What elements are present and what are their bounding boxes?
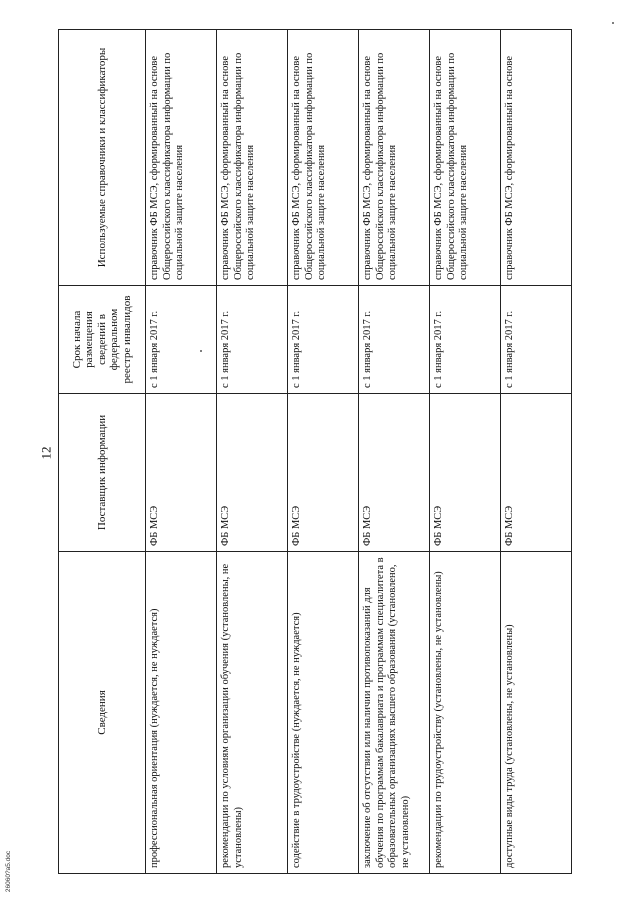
cell-start-date: с 1 января 2017 г. — [217, 286, 288, 394]
cell-start-date: с 1 января 2017 г. — [430, 286, 501, 394]
document-code: 26060?a5.doc — [5, 850, 13, 893]
cell-start-date: с 1 января 2017 г. — [501, 286, 572, 394]
cell-info: рекомендации по условиям организации обучения (установлены, не установлены) — [217, 552, 288, 874]
cell-provider: ФБ МСЭ — [359, 394, 430, 552]
page-number: 12 — [38, 446, 54, 460]
header-references: Используемые справочники и классификаторы — [59, 30, 146, 286]
cell-references: справочник ФБ МСЭ, сформированный на основе Общероссийского классификатора информации по социальной защите населения — [430, 30, 501, 286]
registry-table — [58, 29, 572, 874]
rotated-page — [58, 30, 598, 874]
cell-start-date: с 1 января 2017 г. — [288, 286, 359, 394]
cell-references: справочник ФБ МСЭ, сформированный на основе Общероссийского классификатора информации по социальной защите населения — [217, 30, 288, 286]
header-info: Сведения — [59, 552, 146, 874]
cell-provider: ФБ МСЭ — [217, 394, 288, 552]
cell-provider: ФБ МСЭ — [430, 394, 501, 552]
cell-info: доступные виды труда (установлены, не установлены) — [501, 552, 572, 874]
table-row — [501, 30, 572, 874]
cell-provider: ФБ МСЭ — [146, 394, 217, 552]
header-start-date: Срок начала размещения сведений в федеральном реестре инвалидов — [59, 286, 146, 394]
cell-references: справочник ФБ МСЭ, сформированный на основе Общероссийского классификатора информации по социальной защите населения — [146, 30, 217, 286]
header-provider: Поставщик информации — [59, 394, 146, 552]
cell-provider: ФБ МСЭ — [501, 394, 572, 552]
cell-info: заключение об отсутствии или наличии противопоказаний для обучения по программам бакалавриата и программам специалитета в образовательных организациях высшего образования (установлено, не установлено) — [359, 552, 430, 874]
table-row — [359, 30, 430, 874]
cell-info: содействие в трудоустройстве (нуждается, не нуждается) — [288, 552, 359, 874]
table-row — [217, 30, 288, 874]
cell-provider: ФБ МСЭ — [288, 394, 359, 552]
table-row — [430, 30, 501, 874]
cell-references: справочник ФБ МСЭ, сформированный на основе Общероссийского классификатора информации по социальной защите населения — [359, 30, 430, 286]
scan-speck — [612, 22, 614, 24]
cell-info: рекомендации по трудоустройству (установлены, не установлены) — [430, 552, 501, 874]
table-row — [288, 30, 359, 874]
cell-references: справочник ФБ МСЭ, сформированный на основе Общероссийского классификатора информации по социальной защите населения — [288, 30, 359, 286]
cell-start-date: с 1 января 2017 г. — [359, 286, 430, 394]
cell-references: справочник ФБ МСЭ, сформированный на основе — [501, 30, 572, 286]
table-header-row — [59, 30, 146, 874]
cell-info: профессиональная ориентация (нуждается, не нуждается) — [146, 552, 217, 874]
table-row — [146, 30, 217, 874]
cell-start-date: с 1 января 2017 г. — [146, 286, 217, 394]
